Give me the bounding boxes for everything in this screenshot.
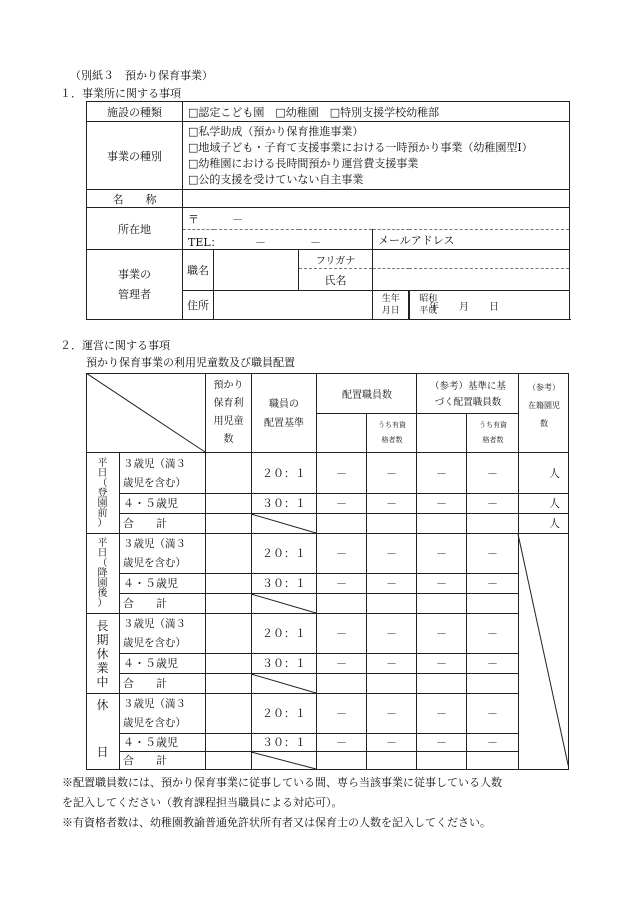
row-label-age3 bbox=[123, 695, 186, 733]
birthdate-inner bbox=[373, 291, 447, 319]
residence-label: 住所 bbox=[183, 291, 214, 320]
business-type-option[interactable]: □地域子ども・子育て支援事業における一時預かり事業（幼稚園型Ⅰ） bbox=[188, 140, 533, 154]
group-char: 日 bbox=[96, 745, 109, 759]
group-label-long-vacation bbox=[86, 619, 119, 689]
tel-label: TEL： bbox=[188, 236, 222, 249]
ratio-cell: ２０：１ bbox=[262, 547, 306, 560]
qualified-staff-header bbox=[367, 418, 417, 448]
enrolled-header bbox=[519, 379, 569, 433]
note-2: ※有資格者数は、幼稚園教諭普通免許状所有者又は保育士の人数を記入してください。 bbox=[62, 816, 491, 829]
note-1: ※配置職員数には、預かり保育事業に従事している間、専ら当該事業に従事している人数 bbox=[62, 776, 502, 789]
era-showa[interactable]: 昭和 bbox=[419, 294, 438, 304]
person-name-label: 氏名 bbox=[299, 269, 373, 291]
dash-cell: － bbox=[386, 627, 397, 640]
row-label-line: ３歳児（満３ bbox=[123, 618, 186, 630]
dash-cell: － bbox=[487, 657, 498, 670]
header-line: （参考）基準に基 bbox=[429, 381, 506, 392]
group-char: 登 bbox=[97, 488, 108, 499]
ratio-cell: ２０：１ bbox=[262, 707, 306, 720]
header-diagonal bbox=[86, 373, 205, 452]
row-label-age45: ４・５歳児 bbox=[123, 736, 178, 749]
group-char: 業 bbox=[96, 661, 109, 675]
dash-cell: － bbox=[336, 547, 347, 560]
group-char: 前 bbox=[97, 508, 108, 519]
dash-cell: － bbox=[386, 707, 397, 720]
group-char: 日 bbox=[97, 548, 108, 559]
dash-cell: － bbox=[436, 707, 447, 720]
ratio-cell: ２０：１ bbox=[262, 467, 306, 480]
dash-cell: － bbox=[336, 707, 347, 720]
staffing-table bbox=[86, 373, 569, 770]
group-label-weekday-after bbox=[86, 539, 119, 609]
section2-title: ２．運営に関する事項 bbox=[60, 339, 170, 352]
dash-cell: － bbox=[336, 627, 347, 640]
row-label-line: ３歳児（満３ bbox=[123, 538, 186, 550]
group-char: 長 bbox=[96, 619, 109, 633]
group-label-weekday-before bbox=[86, 459, 119, 529]
birth-label-line2: 月日 bbox=[381, 306, 400, 316]
header-line: うち有資 bbox=[479, 421, 507, 429]
dash-cell: － bbox=[336, 657, 347, 670]
dash-cell: － bbox=[487, 577, 498, 590]
dash-cell: － bbox=[336, 467, 347, 480]
row-label-age3 bbox=[123, 615, 186, 653]
dash-cell: － bbox=[336, 497, 347, 510]
email-field[interactable] bbox=[373, 230, 570, 250]
row-label-line: 歳児を含む） bbox=[123, 637, 186, 649]
dash-cell: － bbox=[386, 547, 397, 560]
dash-cell: － bbox=[436, 467, 447, 480]
note-1-continued: を記入してください（教育課程担当職員による対応可）。 bbox=[62, 796, 343, 809]
header-line: うち有資 bbox=[378, 421, 406, 429]
postal-code-field[interactable]: 〒 － bbox=[183, 208, 570, 230]
group-char: 平 bbox=[97, 538, 108, 549]
reference-qualified-header bbox=[467, 418, 519, 448]
header-line: 数 bbox=[540, 419, 548, 428]
birthdate-field[interactable]: 年 月 日 bbox=[409, 291, 570, 320]
dash-cell: － bbox=[487, 707, 498, 720]
row-label-line: ３歳児（満３ bbox=[123, 698, 186, 710]
business-type-option[interactable]: □幼稚園における長時間預かり運営費支援事業 bbox=[188, 156, 419, 170]
group-char: 降 bbox=[97, 568, 108, 579]
group-char: 後 bbox=[97, 588, 108, 599]
dash-cell: － bbox=[386, 577, 397, 590]
job-title-label: 職名 bbox=[183, 250, 214, 291]
row-label-age45: ４・５歳児 bbox=[123, 577, 178, 590]
person-unit: 人 bbox=[549, 467, 560, 480]
group-char: 休 bbox=[96, 698, 109, 712]
person-name-field[interactable] bbox=[373, 269, 570, 291]
section2-subtitle: 預かり保育事業の利用児童数及び職員配置 bbox=[86, 356, 295, 369]
dash-cell: － bbox=[436, 497, 447, 510]
ratio-cell: ３０：１ bbox=[262, 497, 306, 510]
dash-cell: － bbox=[487, 627, 498, 640]
dash-cell: － bbox=[336, 577, 347, 590]
dash-cell: － bbox=[436, 577, 447, 590]
group-char: 中 bbox=[96, 675, 109, 689]
person-unit: 人 bbox=[549, 497, 560, 510]
furigana-label: フリガナ bbox=[299, 250, 373, 269]
group-label-holiday bbox=[86, 699, 119, 759]
dash-cell: － bbox=[436, 627, 447, 640]
manager-label bbox=[87, 250, 183, 320]
row-label-total: 合 計 bbox=[123, 754, 167, 767]
dash-cell: － bbox=[436, 736, 447, 749]
header-line: （参考） bbox=[528, 383, 560, 392]
row-label-line: 歳児を含む） bbox=[123, 717, 186, 729]
section1-title: １．事業所に関する事項 bbox=[60, 87, 181, 100]
business-type-label: 事業の種別 bbox=[87, 122, 183, 190]
facility-name-field[interactable] bbox=[183, 190, 570, 208]
dash-cell: － bbox=[487, 547, 498, 560]
dash-cell: － bbox=[436, 657, 447, 670]
dash-cell: － bbox=[386, 657, 397, 670]
era-heisei[interactable]: 平成 bbox=[419, 306, 438, 316]
row-label-age3 bbox=[123, 535, 186, 573]
facility-type-label: 施設の種類 bbox=[87, 102, 183, 122]
header-line: 職員の bbox=[269, 399, 299, 410]
header-line: づく配置職員数 bbox=[434, 397, 502, 408]
row-label-total: 合 計 bbox=[123, 677, 167, 690]
group-char: （ bbox=[97, 478, 108, 489]
form-heading: （別紙３ 預かり保育事業） bbox=[70, 69, 213, 82]
row-label-age3 bbox=[123, 455, 186, 493]
dash-cell: － bbox=[386, 467, 397, 480]
job-title-field[interactable] bbox=[214, 250, 299, 291]
row-label-age45: ４・５歳児 bbox=[123, 497, 178, 510]
children-count-header bbox=[206, 377, 251, 449]
business-type-option[interactable]: □公的支援を受けていない自主事業 bbox=[188, 172, 364, 186]
enrolled-diagonal bbox=[518, 534, 569, 769]
staff-count-header: 配置職員数 bbox=[342, 390, 392, 401]
row-label-total: 合 計 bbox=[123, 517, 167, 530]
header-line: 数 bbox=[223, 434, 234, 445]
header-line: 在籍園児 bbox=[528, 401, 560, 410]
tel-dashes: － － bbox=[255, 236, 321, 249]
facility-info-table bbox=[86, 101, 570, 320]
dash-cell: － bbox=[487, 467, 498, 480]
row-label-total: 合 計 bbox=[123, 597, 167, 610]
birthdate-cell bbox=[373, 291, 438, 320]
header-line: 保育利 bbox=[213, 398, 244, 409]
group-char: （ bbox=[97, 558, 108, 569]
ratio-cell: ３０：１ bbox=[262, 577, 306, 590]
birth-label bbox=[373, 291, 409, 319]
birth-label-line1: 生年 bbox=[381, 294, 400, 304]
group-char: 園 bbox=[97, 578, 108, 589]
group-char: 平 bbox=[97, 458, 108, 469]
group-char: 園 bbox=[97, 498, 108, 509]
group-char: 日 bbox=[97, 468, 108, 479]
row-label-line: 歳児を含む） bbox=[123, 477, 186, 489]
row-label-age45: ４・５歳児 bbox=[123, 657, 178, 670]
row-label-line: 歳児を含む） bbox=[123, 557, 186, 569]
manager-label-line2: 管理者 bbox=[118, 287, 151, 301]
manager-label-line1: 事業の bbox=[118, 267, 151, 281]
group-char: 期 bbox=[96, 633, 109, 647]
person-unit: 人 bbox=[549, 517, 560, 530]
group-char: ） bbox=[97, 598, 108, 609]
header-line: 用児童 bbox=[213, 416, 244, 427]
dash-cell: － bbox=[336, 736, 347, 749]
facility-type-options[interactable]: □認定こども園 □幼稚園 □特別支援学校幼稚部 bbox=[183, 102, 570, 122]
residence-field[interactable] bbox=[214, 291, 373, 320]
tel-field[interactable] bbox=[183, 230, 373, 250]
ratio-cell: ３０：１ bbox=[262, 657, 306, 670]
email-label: メールアドレス bbox=[378, 233, 455, 247]
dash-cell: － bbox=[386, 497, 397, 510]
facility-name-label: 名 称 bbox=[87, 190, 183, 208]
business-type-option[interactable]: □私学助成（預かり保育推進事業） bbox=[188, 124, 364, 138]
era-options[interactable] bbox=[409, 291, 447, 319]
dash-cell: － bbox=[386, 736, 397, 749]
header-line: 格者数 bbox=[482, 436, 504, 444]
header-line: 格者数 bbox=[381, 436, 403, 444]
dash-cell: － bbox=[487, 736, 498, 749]
group-char: ） bbox=[97, 518, 108, 529]
placement-standard-header bbox=[252, 395, 316, 433]
ratio-cell: ３０：１ bbox=[262, 736, 306, 749]
reference-staff-header bbox=[417, 379, 519, 411]
furigana-field[interactable] bbox=[373, 250, 570, 269]
header-line: 配置基準 bbox=[264, 418, 304, 429]
dash-cell: － bbox=[436, 547, 447, 560]
group-char: 休 bbox=[96, 647, 109, 661]
business-type-options[interactable] bbox=[183, 122, 570, 190]
row-label-line: ３歳児（満３ bbox=[123, 458, 186, 470]
address-label: 所在地 bbox=[87, 208, 183, 250]
ratio-cell: ２０：１ bbox=[262, 627, 306, 640]
header-line: 預かり bbox=[213, 380, 244, 391]
dash-cell: － bbox=[487, 497, 498, 510]
